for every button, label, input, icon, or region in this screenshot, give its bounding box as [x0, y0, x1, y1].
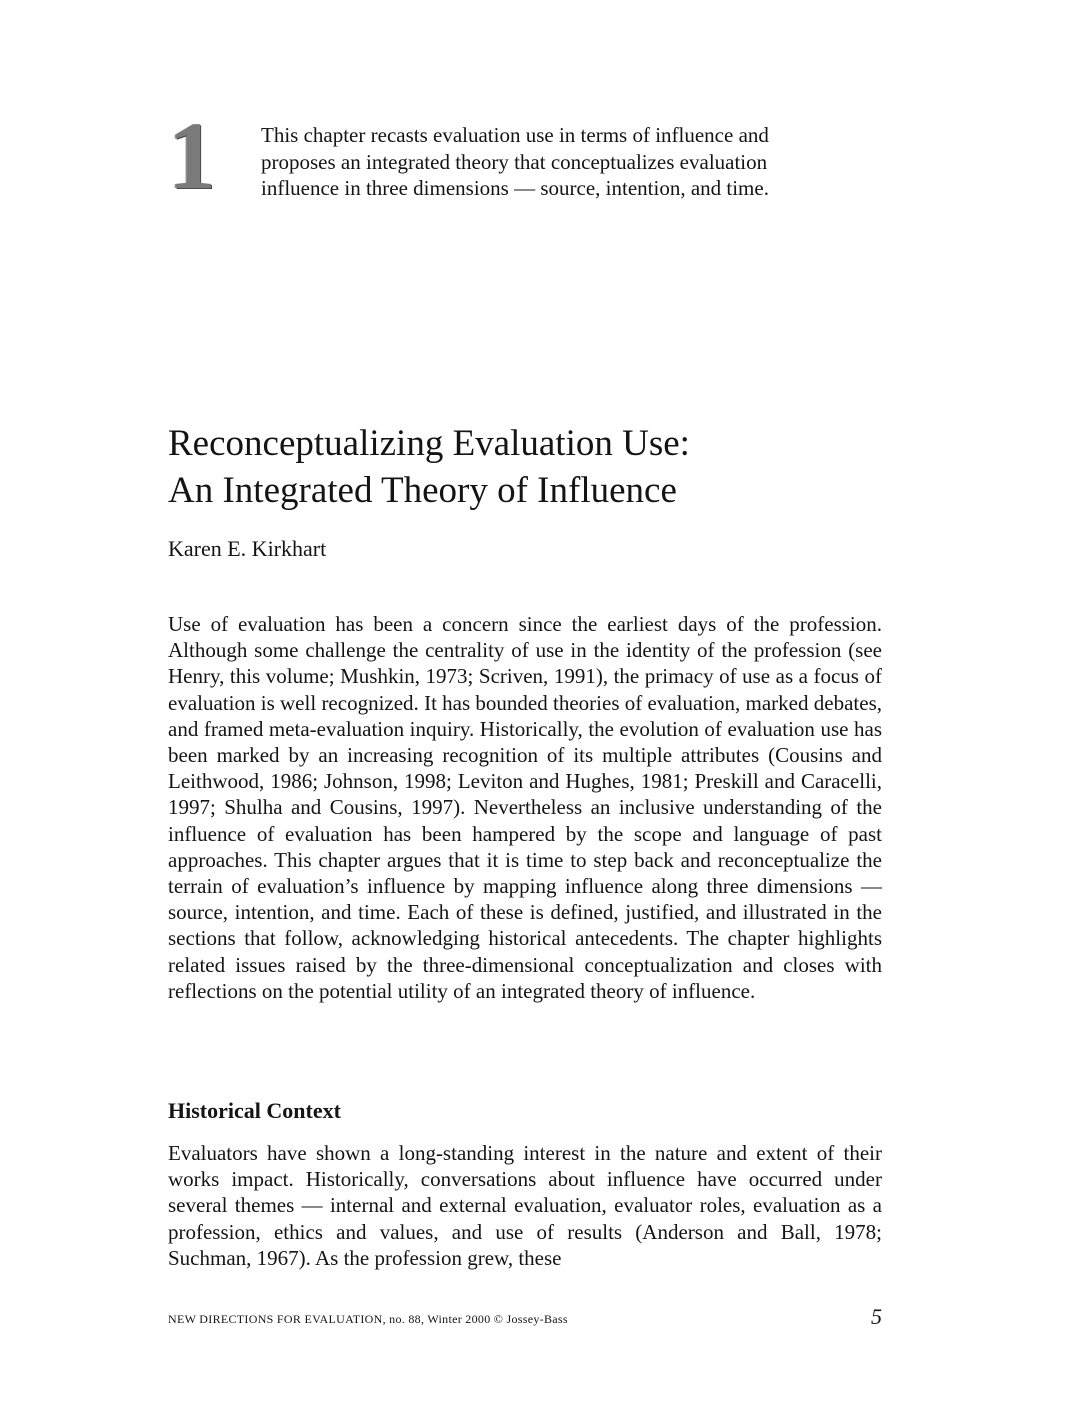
- chapter-abstract: This chapter recasts evaluation use in terms of influence and proposes an integrated theory that conceptualizes evaluation influence in three dimensions — source, intention, and time.: [261, 123, 769, 200]
- article-title-line-2: An Integrated Theory of Influence: [168, 470, 677, 511]
- author-name: Karen E. Kirkhart: [168, 536, 327, 561]
- chapter-number: 1: [168, 102, 214, 209]
- article-title-line-1: Reconceptualizing Evaluation Use:: [168, 423, 690, 464]
- journal-footer: NEW DIRECTIONS FOR EVALUATION, no. 88, Winter 2000 © Jossey-Bass: [168, 1312, 568, 1326]
- page-number: 5: [871, 1304, 882, 1329]
- intro-paragraph: Use of evaluation has been a concern since the earliest days of the profession. Although some challenge the centrality of use in the identity of the profession (see Henry, this volume; Mushkin, 1973; Scriven, 1991), the primacy of use as a focus of evaluation is well recognized. It has bounded theories of evaluation, marked debates, and framed meta-evaluation inquiry. Historically, the evolution of evaluation use has been marked by an increasing recognition of its multiple attributes (Cousins and Leithwood, 1986; Johnson, 1998; Leviton and Hughes, 1981; Preskill and Caracelli, 1997; Shulha and Cousins, 1997). Nevertheless an inclusive understanding of the influence of evaluation has been hampered by the scope and language of past approaches. This chapter argues that it is time to step back and reconceptualize the terrain of evaluation’s influence by mapping influence along three dimensions — source, intention, and time. Each of these is defined, justified, and illustrated in the sections that follow, acknowledging historical antecedents. The chapter highlights related issues raised by the three-dimensional conceptualization and closes with reflections on the potential utility of an integrated theory of influence.: [168, 612, 882, 1003]
- section-heading: Historical Context: [168, 1098, 341, 1123]
- article-title: [168, 420, 928, 514]
- section-paragraph: Evaluators have shown a long-standing interest in the nature and extent of their works impact. Historically, conversations about influence have occurred under several themes — internal and external evaluation, evaluator roles, evaluation as a profession, ethics and values, and use of results (Anderson and Ball, 1978; Suchman, 1967). As the profession grew, these: [168, 1141, 882, 1270]
